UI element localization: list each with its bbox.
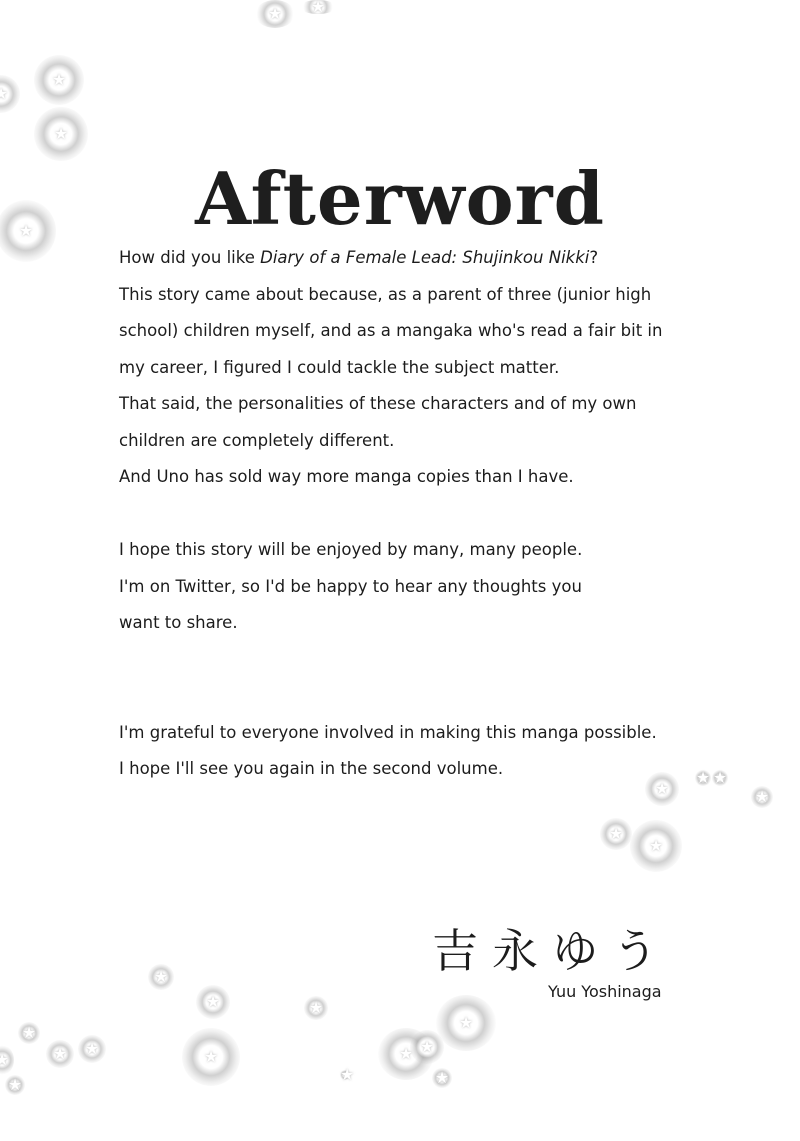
body-line [119, 240, 739, 277]
sparkle-star-icon [5, 1075, 25, 1095]
sparkle-star-icon [34, 107, 88, 161]
page-title: Afterword [195, 156, 605, 242]
sparkle-star-icon [148, 964, 174, 990]
paragraph-spacer [119, 496, 739, 533]
sparkle-star-icon [304, 996, 328, 1020]
afterword-body [119, 240, 739, 788]
signature-japanese: 吉永ゆう [432, 924, 672, 978]
body-line: I hope this story will be enjoyed by many, many people. [119, 540, 583, 559]
body-line: I'm grateful to everyone involved in making this manga possible. [119, 722, 657, 742]
body-line: I'm on Twitter, so I'd be happy to hear any thoughts you [119, 576, 582, 596]
sparkle-star-icon [300, 0, 336, 14]
sparkle-star-icon [18, 1022, 40, 1044]
signature-romaji: Yuu Yoshinaga [548, 982, 662, 1001]
sparkle-star-icon [600, 818, 632, 850]
sparkle-star-icon [751, 786, 773, 808]
book-title: Diary of a Female Lead: Shujinkou Nikki [260, 248, 590, 267]
sparkle-star-icon [0, 75, 20, 113]
sparkle-star-icon [255, 0, 295, 28]
body-line: And Uno has sold way more manga copies than I have. [119, 467, 574, 486]
sparkle-star-icon [34, 55, 84, 105]
body-line: children are completely different. [119, 430, 395, 450]
sparkle-star-icon [182, 1028, 240, 1086]
line-text: ? [589, 248, 599, 267]
body-line: I hope I'll see you again in the second volume. [119, 759, 504, 778]
paragraph-spacer [119, 642, 739, 715]
line-text: How did you like [119, 248, 261, 267]
sparkle-star-icon [340, 1070, 350, 1080]
body-line: my career, I figured I could tackle the subject matter. [119, 357, 560, 377]
body-line: want to share. [119, 613, 238, 632]
sparkle-star-icon [196, 985, 230, 1019]
sparkle-star-icon [0, 1045, 14, 1075]
sparkle-star-icon [78, 1035, 106, 1063]
body-line: school) children myself, and as a mangaka who's read a fair bit in [119, 321, 663, 340]
body-line: That said, the personalities of these characters and of my own [119, 394, 637, 413]
sparkle-star-icon [436, 995, 496, 1051]
sparkle-star-icon [46, 1040, 74, 1068]
body-line: This story came about because, as a parent of three (junior high [119, 284, 652, 304]
sparkle-star-icon [630, 820, 682, 872]
sparkle-star-icon [432, 1068, 452, 1088]
